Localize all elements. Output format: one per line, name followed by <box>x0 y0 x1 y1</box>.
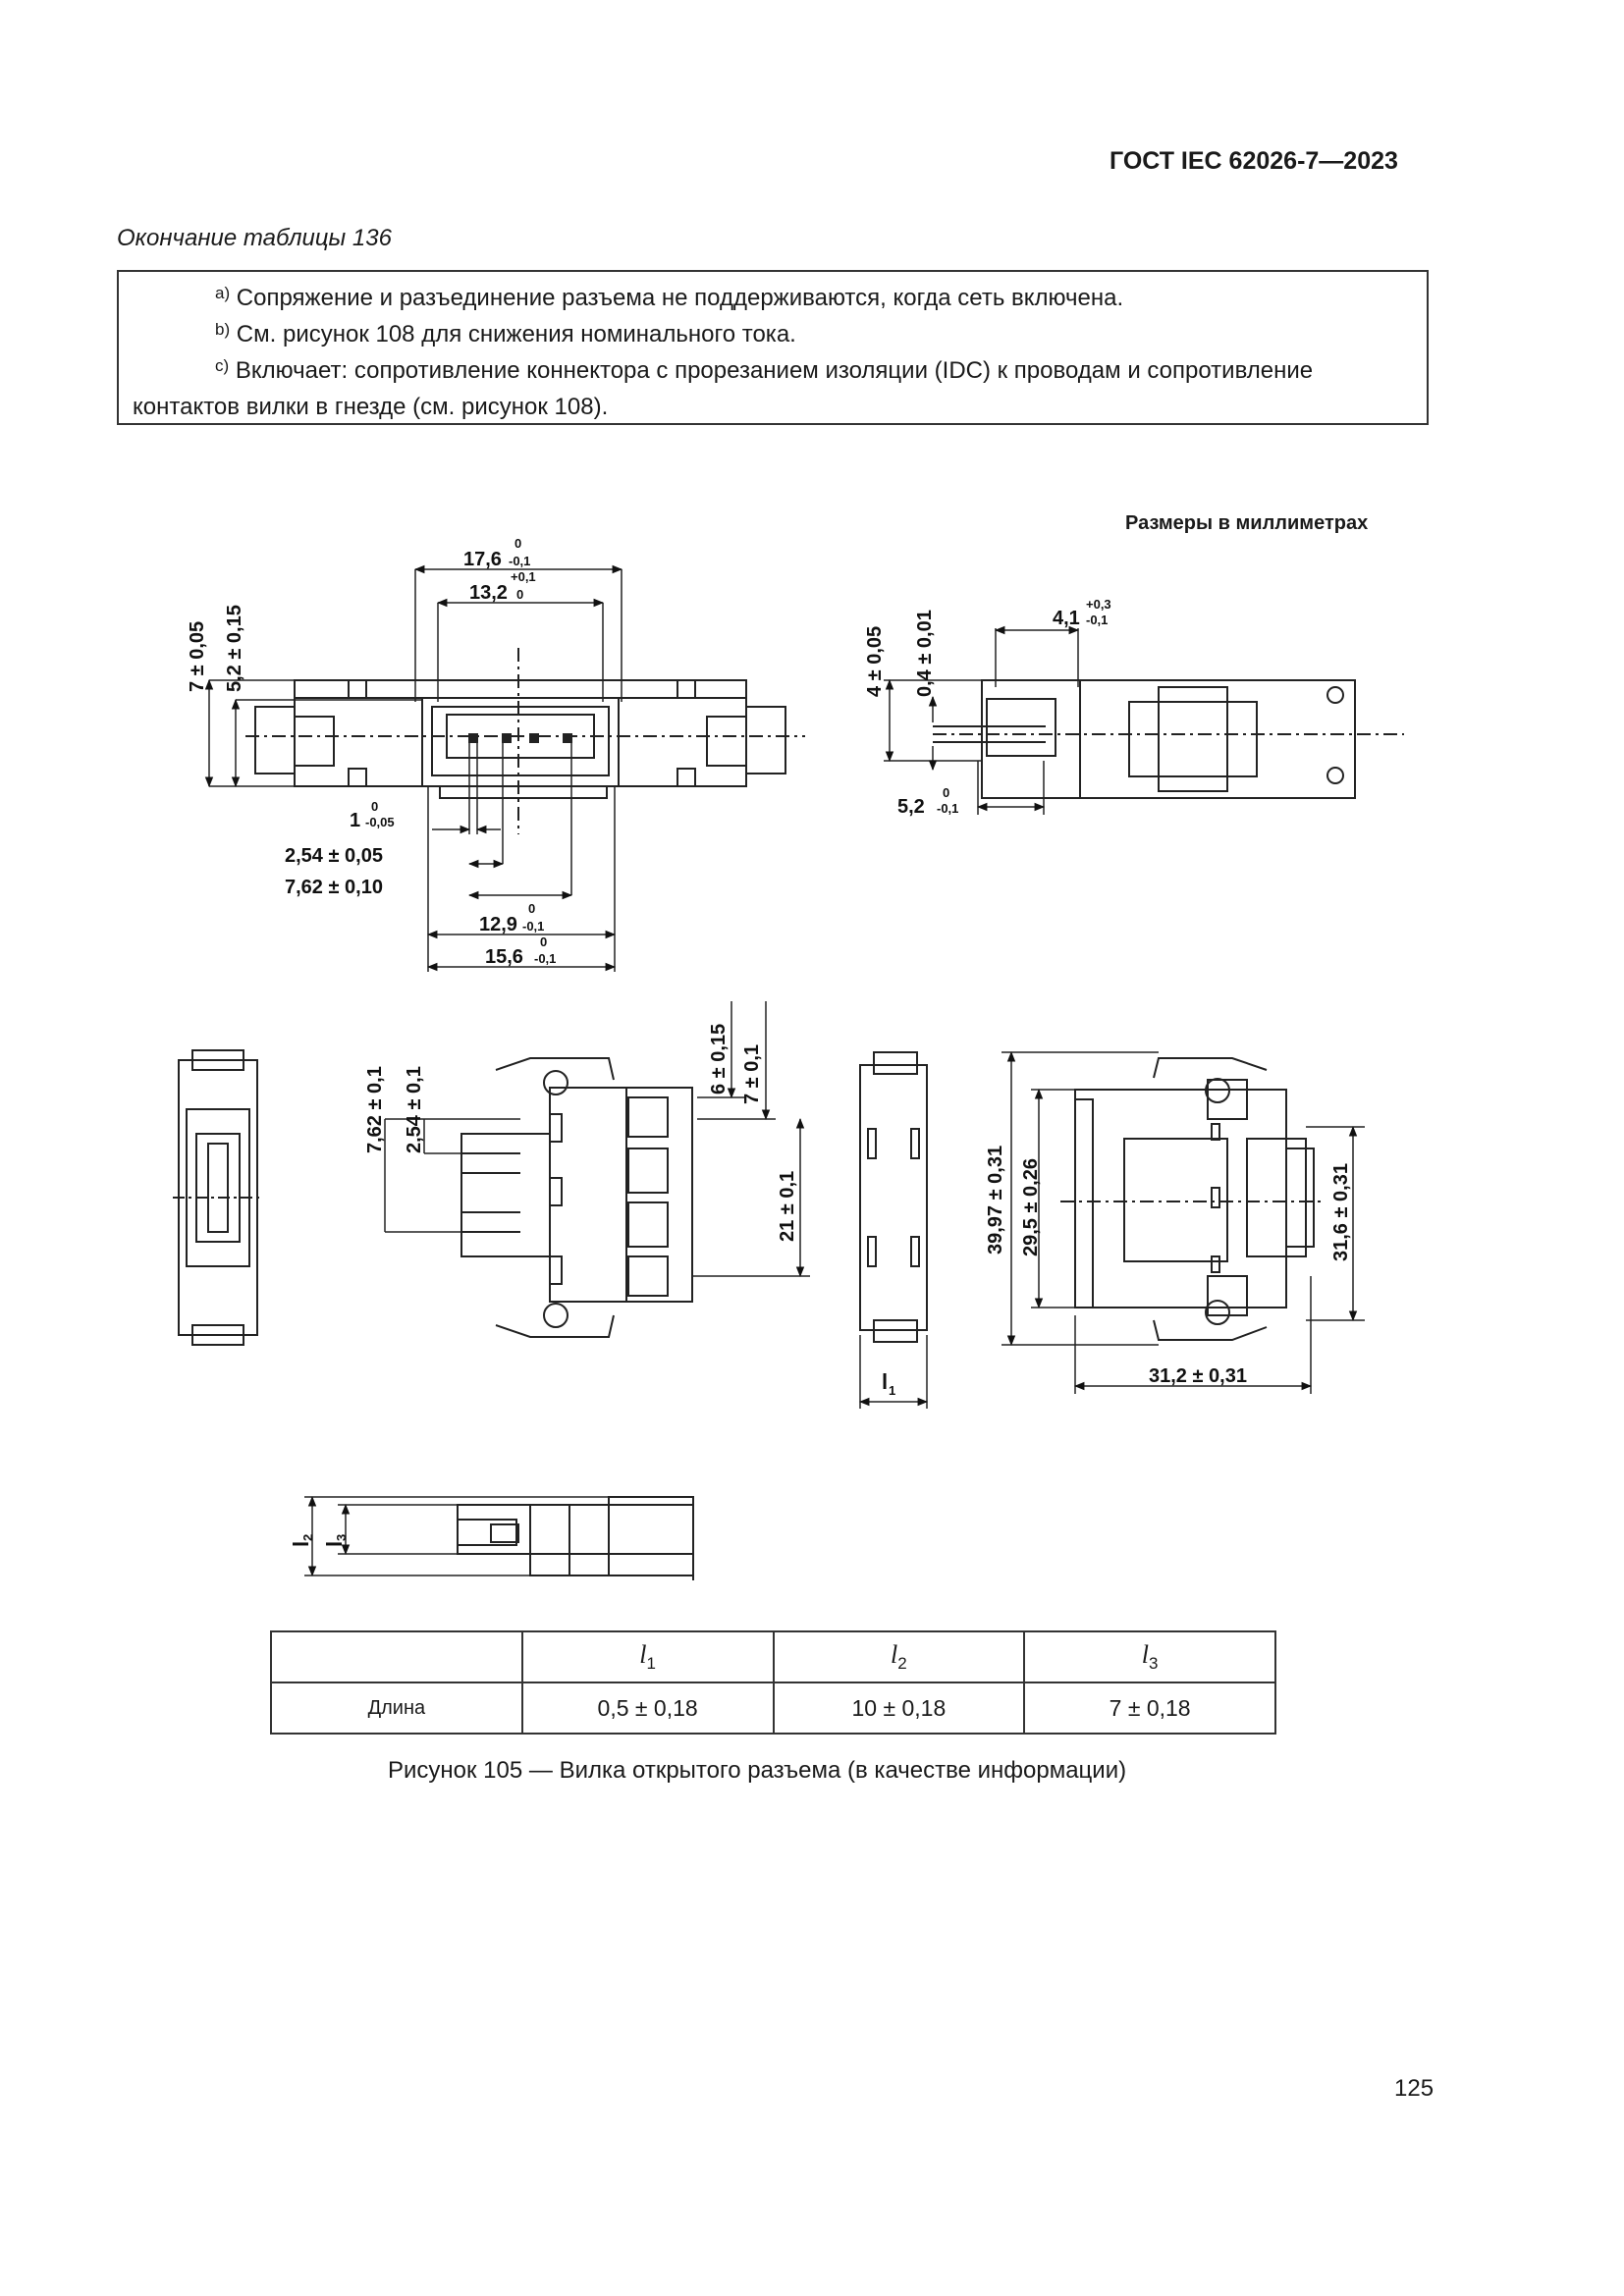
label-l2: l <box>289 1540 313 1547</box>
dim-5-2: 5,2 ± 0,15 <box>224 605 245 692</box>
label-l3: l <box>322 1540 347 1547</box>
dim-13-2-upper: +0,1 <box>511 569 536 584</box>
page-number: 125 <box>1394 2075 1435 2102</box>
table-corner-cell <box>271 1631 522 1682</box>
length-table <box>270 1630 1276 1735</box>
table-cell-l3: 7 ± 0,18 <box>1024 1682 1275 1734</box>
footnote-mark: a) <box>215 284 231 302</box>
footnote-mark: b) <box>215 320 231 339</box>
dim-4-1-upper: +0,3 <box>1086 597 1111 612</box>
dim-4-1-lower: -0,1 <box>1086 613 1109 627</box>
dim-31-2: 31,2 ± 0,31 <box>1149 1365 1247 1387</box>
units-note: Размеры в миллиметрах <box>1125 512 1369 534</box>
dim-39-97: 39,97 ± 0,31 <box>985 1145 1006 1255</box>
document-header: ГОСТ IEC 62026-7—2023 <box>1110 147 1398 175</box>
dim-7-62-v: 7,62 ± 0,1 <box>364 1066 386 1153</box>
dim-1-lower: -0,05 <box>365 815 395 829</box>
dim-0-4: 0,4 ± 0,01 <box>914 610 936 697</box>
header-l1-sub: 1 <box>646 1654 656 1674</box>
row-label-length: Длина <box>271 1682 522 1734</box>
front-view <box>245 648 805 834</box>
dim-1-upper: 0 <box>371 799 379 814</box>
large-side-view <box>1060 1058 1326 1340</box>
header-l1-base: l <box>639 1639 647 1669</box>
dim-31-6: 31,6 ± 0,31 <box>1330 1163 1352 1261</box>
top-view <box>461 1058 692 1337</box>
label-l1-sub: 1 <box>889 1383 896 1398</box>
dim-7-62: 7,62 ± 0,10 <box>285 877 383 898</box>
dim-17-6: 17,6 <box>463 549 502 570</box>
footnote-text: См. рисунок 108 для снижения номинального тока. <box>236 321 796 347</box>
dim-15-6-lower: -0,1 <box>534 951 557 966</box>
table-cell-l2: 10 ± 0,18 <box>774 1682 1025 1734</box>
dim-12-9: 12,9 <box>479 914 517 935</box>
header-l3-sub: 3 <box>1149 1654 1159 1674</box>
footnote-text: Сопряжение и разъединение разъема не поддерживаются, когда сеть включена. <box>236 285 1124 311</box>
header-l2-base: l <box>891 1639 898 1669</box>
dim-7-v: 7 ± 0,1 <box>741 1043 763 1104</box>
label-l1: l <box>882 1369 889 1394</box>
dim-17-6-upper: 0 <box>514 536 522 551</box>
side-view <box>933 680 1404 798</box>
table-header-row <box>271 1631 1275 1682</box>
dim-17-6-lower: -0,1 <box>509 554 531 568</box>
dim-29-5: 29,5 ± 0,26 <box>1020 1158 1042 1256</box>
dim-5-2-side: 5,2 <box>897 796 925 818</box>
dim-4-1: 4,1 <box>1053 608 1080 629</box>
bottom-side-view <box>458 1497 693 1580</box>
table-continuation-caption: Окончание таблицы 136 <box>117 225 392 251</box>
dim-13-2-lower: 0 <box>516 587 524 602</box>
narrow-front-view <box>173 1050 263 1345</box>
table-header-l3 <box>1024 1631 1275 1682</box>
footnote-text: Включает: сопротивление коннектора с прорезанием изоляции (IDC) к проводам и сопротивление контактов вилки в гнезде (см. рисунок 108). <box>133 357 1314 420</box>
narrow-side-view <box>860 1052 927 1342</box>
table-cell-l1: 0,5 ± 0,18 <box>522 1682 774 1734</box>
dim-2-54-v: 2,54 ± 0,1 <box>404 1066 425 1153</box>
dim-7: 7 ± 0,05 <box>187 620 208 692</box>
label-l3-sub: 3 <box>334 1533 349 1541</box>
table-header-l2 <box>774 1631 1025 1682</box>
dim-21-v: 21 ± 0,1 <box>777 1170 798 1242</box>
figure-caption: Рисунок 105 — Вилка открытого разъема (в качестве информации) <box>388 1757 1127 1784</box>
dim-4: 4 ± 0,05 <box>864 625 886 697</box>
dim-5-2-side-upper: 0 <box>943 785 950 800</box>
dim-15-6-upper: 0 <box>540 934 548 949</box>
dim-13-2: 13,2 <box>469 582 508 604</box>
footnote-mark: c) <box>215 356 230 375</box>
dim-12-9-upper: 0 <box>528 901 536 916</box>
header-l3-base: l <box>1141 1639 1149 1669</box>
dim-12-9-lower: -0,1 <box>522 919 545 934</box>
table-header-l1 <box>522 1631 774 1682</box>
dim-15-6: 15,6 <box>485 946 523 968</box>
dim-2-54: 2,54 ± 0,05 <box>285 845 383 867</box>
table-row <box>271 1682 1275 1734</box>
label-l2-sub: 2 <box>300 1533 315 1541</box>
dim-5-2-side-lower: -0,1 <box>937 801 959 816</box>
dim-1: 1 <box>350 810 361 831</box>
dim-6-v: 6 ± 0,15 <box>708 1023 730 1095</box>
header-l2-sub: 2 <box>897 1654 907 1674</box>
